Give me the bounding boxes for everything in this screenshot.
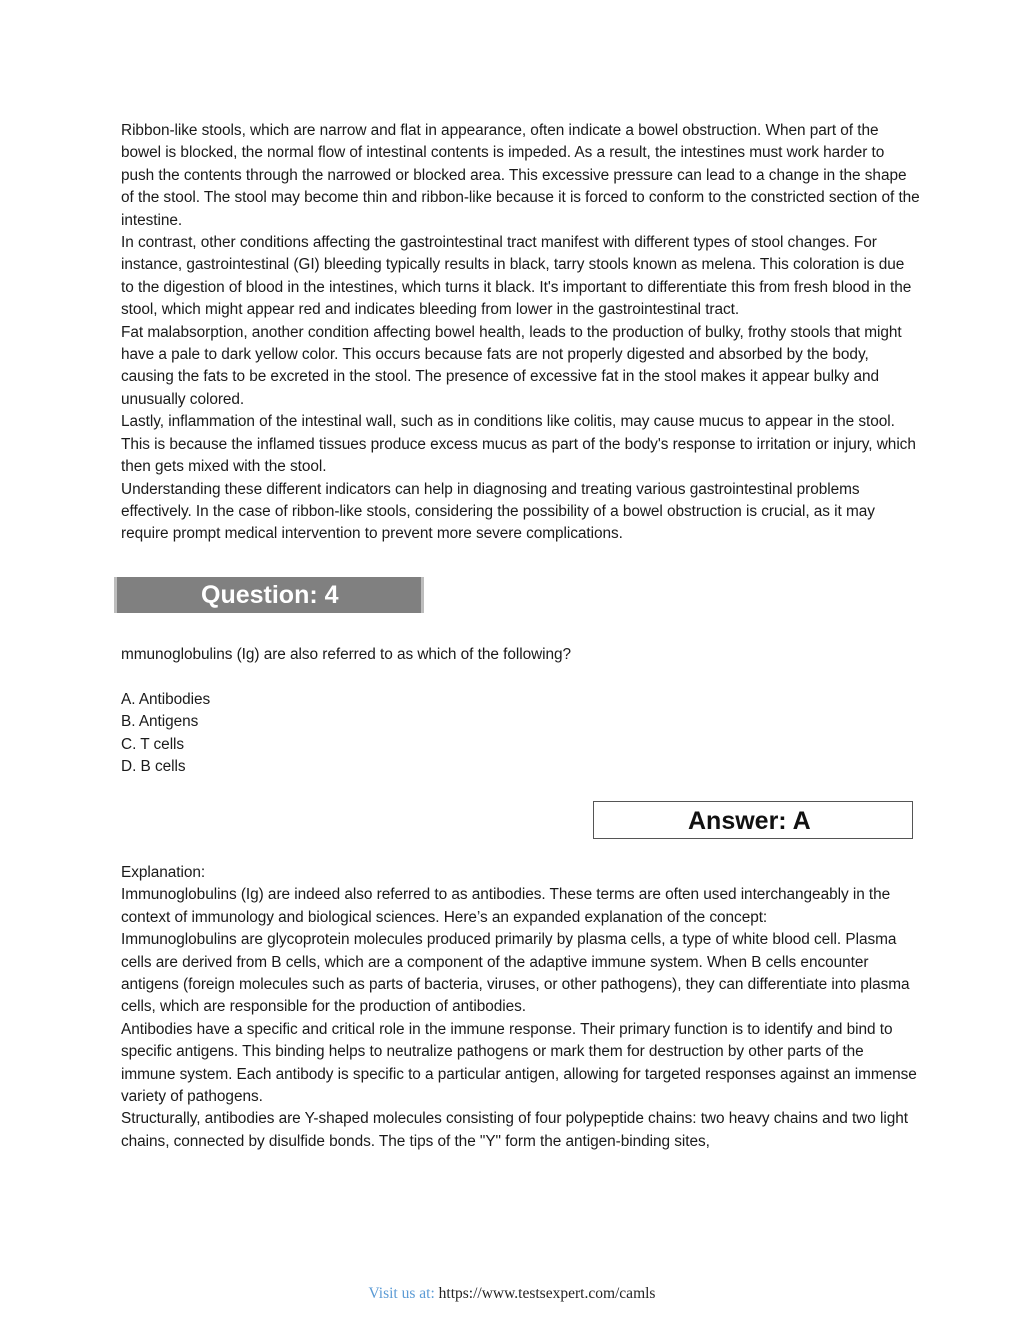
question-text-block — [121, 644, 921, 666]
footer-link[interactable]: https://www.testsexpert.com/camls — [438, 1285, 656, 1302]
paragraph: Immunoglobulins are glycoprotein molecules produced primarily by plasma cells, a type of white blood cell. Plasma cells are derived from B cells, which are a component of the adaptive immune system. When B cells encounter antigens (foreign molecules such as parts of bacteria, viruses, or other pathogens), they can differentiate into plasma cells, which are responsible for the production of antibodies. — [121, 931, 910, 1016]
paragraph: Understanding these different indicators can help in diagnosing and treating various gastrointestinal problems effectively. In the case of ribbon-like stools, considering the possibility of a bowel obstruction is crucial, as it may require prompt medical intervention to prevent more severe complications. — [121, 480, 875, 543]
question-header — [114, 577, 424, 613]
option-d: D. B cells — [121, 758, 186, 776]
footer-label: Visit us at: — [368, 1285, 439, 1302]
explanation-block — [121, 862, 921, 1153]
paragraph: Immunoglobulins (Ig) are indeed also referred to as antibodies. These terms are often used interchangeably in the context of immunology and biological sciences. Here’s an expanded explanation of the concept: — [121, 886, 891, 926]
option-b: B. Antigens — [121, 713, 199, 731]
answer-box — [593, 801, 913, 839]
page-footer — [0, 1284, 1024, 1304]
paragraph: Lastly, inflammation of the intestinal wall, such as in conditions like colitis, may cause mucus to appear in the stool. This is because the inflamed tissues produce excess mucus as part of the body's response to irritation or injury, which then gets mixed with the stool. — [121, 413, 916, 476]
paragraph: Structurally, antibodies are Y-shaped molecules consisting of four polypeptide chains: two heavy chains and two light chains, connected by disulfide bonds. The tips of the "Y" form the antigen-binding sites, — [121, 1110, 908, 1150]
question-header-label: Question: 4 — [201, 581, 339, 609]
option-a: A. Antibodies — [121, 691, 211, 708]
paragraph: In contrast, other conditions affecting the gastrointestinal tract manifest with different types of stool changes. For instance, gastrointestinal (GI) bleeding typically results in black, tarry stools known as melena. This coloration is due to the digestion of blood in the intestines, which turns it black. It's important to differentiate this from fresh blood in the stool, which might appear red and indicates bleeding from lower in the gastrointestinal tract. — [121, 234, 912, 319]
option-c: C. T cells — [121, 735, 185, 753]
paragraph: Ribbon-like stools, which are narrow and flat in appearance, often indicate a bowel obstruction. When part of the bowel is blocked, the normal flow of intestinal contents is impeded. As a result, the intestines must work harder to push the contents through the narrowed or blocked area. This excessive pressure can lead to a change in the shape of the stool. The stool may become thin and ribbon-like because it is forced to conform to the constricted section of the intestine. — [121, 122, 920, 229]
answer-options — [121, 689, 921, 779]
intro-explanation — [121, 120, 921, 546]
paragraph: Fat malabsorption, another condition affecting bowel health, leads to the production of bulky, frothy stools that might have a pale to dark yellow color. This occurs because fats are not properly digested and absorbed by the body, causing the fats to be excreted in the stool. The presence of excessive fat in the stool makes it appear bulky and unusually colored. — [121, 323, 902, 408]
answer-label: Answer: A — [688, 807, 811, 835]
paragraph: Antibodies have a specific and critical role in the immune response. Their primary function is to identify and bind to specific antigens. This binding helps to neutralize pathogens or mark them for destruction by other parts of the immune system. Each antibody is specific to a particular antigen, allowing for targeted responses against an immense variety of pathogens. — [121, 1020, 917, 1106]
explanation-heading: Explanation: — [121, 864, 206, 881]
question-text: mmunoglobulins (Ig) are also referred to as which of the following? — [121, 646, 572, 663]
